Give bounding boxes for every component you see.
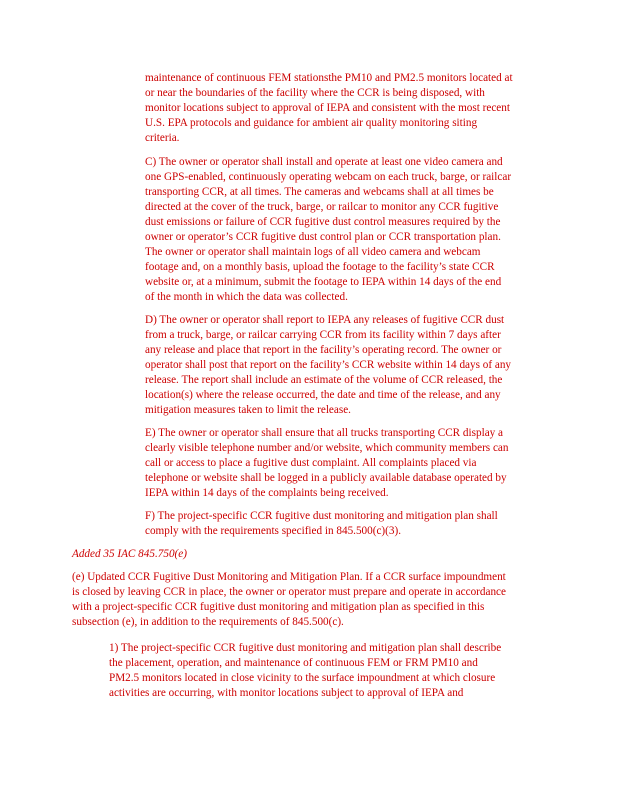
text-line: release. The report shall include an estimate of the volume of CCR released, the (145, 374, 503, 387)
section-heading (72, 547, 602, 562)
text-line: F) The project-specific CCR fugitive dust monitoring and mitigation plan shall (145, 510, 498, 522)
paragraph-c (145, 155, 595, 305)
text-line: footage and, on a monthly basis, upload the footage to the facility’s state CCR (145, 261, 495, 274)
text-line: directed at the cover of the truck, barge, or railcar to monitor any CCR fugitive (145, 201, 499, 214)
text-line: maintenance of continuous FEM stationsthe PM10 and PM2.5 monitors located at (145, 72, 513, 84)
text-line: C) The owner or operator shall install and operate at least one video camera and (145, 156, 503, 168)
text-line: or near the boundaries of the facility where the CCR is being disposed, with (145, 87, 485, 100)
text-line: website or, at a minimum, submit the footage to IEPA within 14 days of the end (145, 276, 502, 289)
text-line: clearly visible telephone number and/or website, which community members can (145, 442, 509, 455)
text-line: owner or operator’s CCR fugitive dust control plan or CCR transportation plan. (145, 231, 501, 244)
text-line: D) The owner or operator shall report to IEPA any releases of fugitive CCR dust (145, 314, 505, 326)
text-line: dust emissions or failure of CCR fugitive dust control measures required by the (145, 216, 501, 229)
text-line: any release and place that report in the facility’s operating record. The owner or (145, 344, 502, 357)
text-line: (e) Updated CCR Fugitive Dust Monitoring and Mitigation Plan. If a CCR surface impoundment (72, 571, 506, 583)
text-line: one GPS-enabled, continuously operating webcam on each truck, barge, or railcar (145, 171, 512, 184)
heading-text: Added 35 IAC 845.750(e) (72, 548, 187, 560)
text-line: E) The owner or operator shall ensure that all trucks transporting CCR display a (145, 427, 504, 439)
text-line: from a truck, barge, or railcar carrying CCR from its facility within 7 days after (145, 329, 501, 342)
paragraph-b-continuation (145, 71, 595, 146)
text-line: telephone or website shall be logged in a publicly available database operated by (145, 472, 507, 485)
paragraph-e (145, 426, 595, 501)
text-line: The owner or operator shall maintain logs of all video camera and webcam (145, 246, 481, 259)
text-line: criteria. (145, 132, 180, 145)
text-line: IEPA within 14 days of the complaints being received. (145, 487, 389, 500)
text-line: with a project-specific CCR fugitive dust monitoring and mitigation plan as specified in this (72, 601, 485, 614)
text-line: comply with the requirements specified in 845.500(c)(3). (145, 525, 401, 538)
text-line: location(s) where the release occurred, the date and time of the release, and any (145, 389, 501, 402)
text-line: 1) The project-specific CCR fugitive dust monitoring and mitigation plan shall describe (109, 642, 502, 654)
text-line: operator shall post that report on the facility’s CCR website within 14 days of any (145, 359, 512, 372)
text-line: of the month in which the data was collected. (145, 291, 348, 304)
paragraph-d (145, 313, 595, 418)
text-line: monitor locations subject to approval of IEPA and consistent with the most recent (145, 102, 510, 115)
text-line: PM2.5 monitors located in close vicinity to the surface impoundment at which closure (109, 672, 496, 685)
text-line: is closed by leaving CCR in place, the owner or operator must prepare and operate in accordance (72, 586, 506, 599)
text-line: activities are occurring, with monitor locations subject to approval of IEPA and (109, 687, 464, 700)
text-line: transporting CCR, at all times. The cameras and webcams shall at all times be (145, 186, 494, 199)
paragraph-e-updated (72, 570, 602, 630)
text-line: call or access to place a fugitive dust complaint. All complaints placed via (145, 457, 477, 470)
text-line: the placement, operation, and maintenance of continuous FEM or FRM PM10 and (109, 657, 478, 670)
paragraph-f (145, 509, 595, 539)
text-line: subsection (e), in addition to the requirements of 845.500(c). (72, 616, 344, 629)
text-line: U.S. EPA protocols and guidance for ambient air quality monitoring siting (145, 117, 478, 130)
text-line: mitigation measures taken to limit the release. (145, 404, 351, 417)
paragraph-1 (109, 641, 599, 701)
